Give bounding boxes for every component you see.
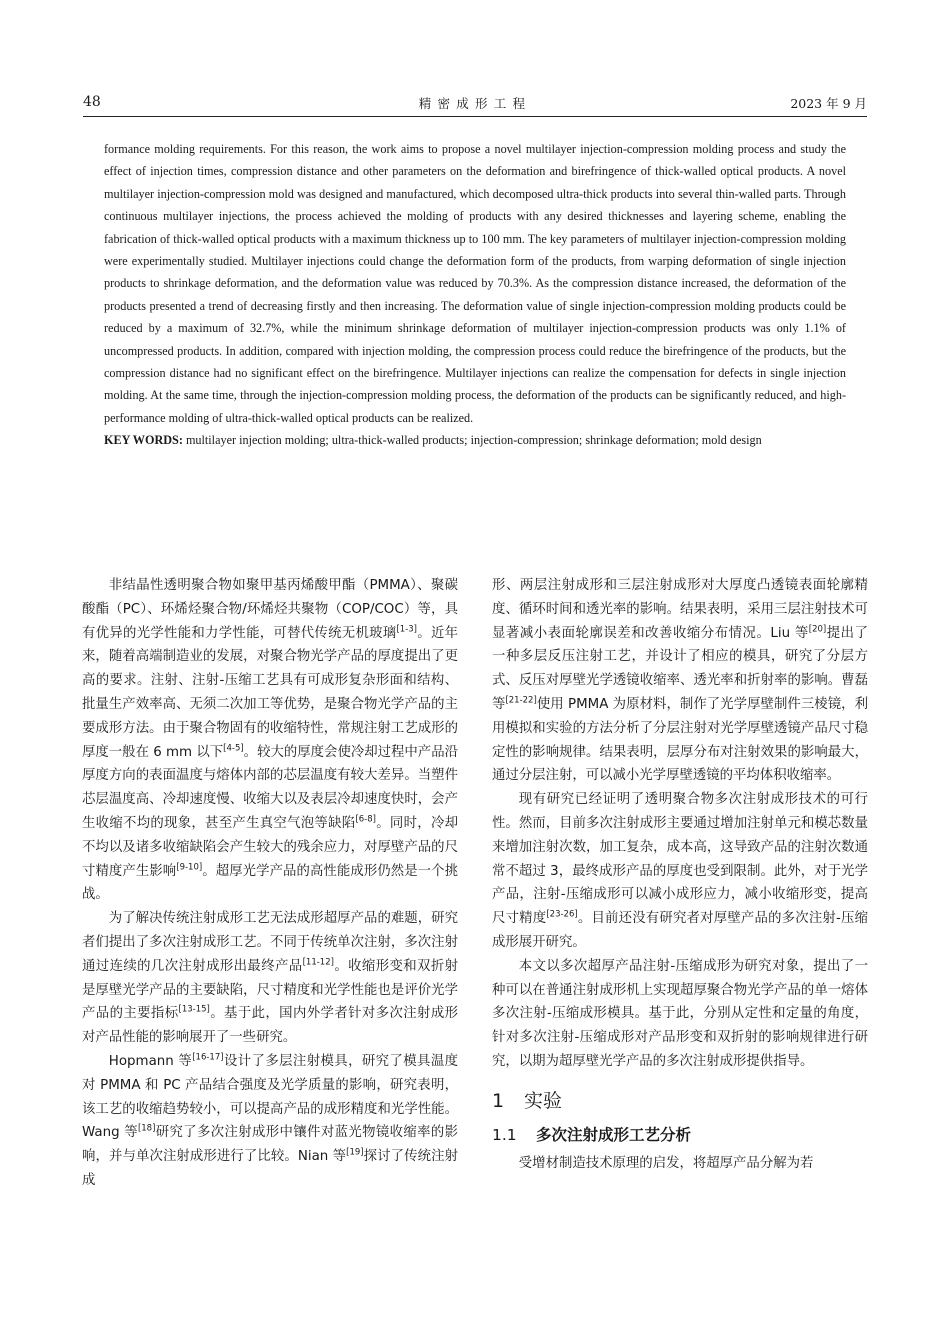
citation: [18] xyxy=(137,1123,156,1134)
section-number: 1 xyxy=(492,1089,505,1112)
abstract-text: formance molding requirements. For this reason, the work aims to propose a novel multilayer injection-compression molding process and study the effect of injection times, compression distance and other parameters on the deformation and birefringence of thick-walled optical products. A novel multilayer injection-compression mold was designed and manufactured, which decomposed ultra-thick products into several thin-walled parts. Through continuous multilayer injections, the process achieved the molding of products with any desired thicknesses and layering scheme, enabling the fabrication of thick-walled optical products with a maximum thickness up to 100 mm. The key parameters of multilayer injection-compression molding were experimentally studied. Multilayer injections could change the deformation form of the products, from warping deformation of single injection products to shrinkage deformation, and the deformation value was reduced by 70.3%. As the compression distance increased, the deformation of the products presented a trend of decreasing firstly and then increasing. The deformation value of single injection-compression molding products could be reduced by a maximum of 32.7%, while the minimum shrinkage deformation of multilayer injection-compression products was only 1.1% of uncompressed products. In addition, compared with injection molding, the compression process could reduce the birefringence of the products, but the compression distance had no significant effect on the birefringence. Multilayer injections can realize the compensation for defects in single injection molding. At the same time, through the injection-compression molding process, the deformation of the products can be significantly reduced, and high-performance molding of ultra-thick-walled optical products can be realized. xyxy=(104,142,846,425)
journal-name: 精密成形工程 xyxy=(418,96,532,111)
citation: [13-15] xyxy=(178,1004,210,1015)
citation: [23-26] xyxy=(546,909,578,920)
paragraph: 受增材制造技术原理的启发，将超厚产品分解为若 xyxy=(518,1155,814,1171)
keywords xyxy=(104,429,846,451)
subsection-number: 1.1 xyxy=(492,1125,517,1144)
paragraph: 本文以多次超厚产品注射-压缩成形为研究对象，提出了一种可以在普通注射成形机上实现超厚聚合物光学产品的单一熔体多次注射-压缩成形模具。基于此，分别从定性和定量的角度，针对多次注射-压缩成形对产品形变和双折射的影响规律进行研究，以期为超厚壁光学产品的多次注射成形提供指导。 xyxy=(492,958,868,1069)
citation: [4-5] xyxy=(223,743,244,754)
paragraph: Hopmann 等[16-17]设计了多层注射模具，研究了模具温度对 PMMA 和 PC 产品结合强度及光学质量的影响，研究表明，该工艺的收缩趋势较小，可以提高产品的成形精度和光学性能。Wang 等[18]研究了多次注射成形中镶件对蓝光物镜收缩率的影响，并与单次注射成形进行了比较。Nian 等[19]探讨了传统注射成 xyxy=(82,1052,459,1188)
page-header xyxy=(83,92,867,117)
paragraph: 形、两层注射成形和三层注射成形对大厚度凸透镜表面轮廓精度、循环时间和透光率的影响。结果表明，采用三层注射技术可显著减小表面轮廓误差和改善收缩分布情况。Liu 等[20]提出了一种多层反压注射工艺，并设计了相应的模具，研究了分层方式、反压对厚壁光学透镜收缩率、透光率和折射率的影响。曹磊等[21-22]使用 PMMA 为原材料，制作了光学厚壁制件三棱镜，利用模拟和实验的方法分析了分层注射对光学厚壁透镜产品尺寸稳定性的影响规律。结果表明，层厚分布对注射效果的影响最大，通过分层注射，可以减小光学厚壁透镜的平均体积收缩率。 xyxy=(492,578,869,784)
issue-date: 2023 年 9 月 xyxy=(790,96,867,111)
left-column xyxy=(82,574,458,1193)
english-abstract xyxy=(104,138,846,452)
section-title: 实验 xyxy=(524,1089,563,1112)
paragraph: 现有研究已经证明了透明聚合物多次注射成形技术的可行性。然而，目前多次注射成形主要通过增加注射单元和模芯数量来增加注射次数，加工复杂，成本高，这导致产品的注射次数通常不超过 3，最终成形产品的厚度也受到限制。此外，对于光学产品，注射-压缩成形可以减小成形应力，减小收缩形变，提高尺寸精度[23-26]。目前还没有研究者对厚壁产品的多次注射-压缩成形展开研究。 xyxy=(492,792,868,950)
citation: [21-22] xyxy=(505,695,537,706)
citation: [6-8] xyxy=(355,814,376,825)
citation: [1-3] xyxy=(396,624,417,635)
citation: [19] xyxy=(346,1147,364,1158)
citation: [11-12] xyxy=(302,957,334,968)
paragraph: 为了解决传统注射成形工艺无法成形超厚产品的难题，研究者们提出了多次注射成形工艺。不同于传统单次注射，多次注射通过连续的几次注射成形出最终产品[11-12]。收缩形变和双折射是厚壁光学产品的主要缺陷，尺寸精度和光学性能也是评价光学产品的主要指标[13-15]。基于此，国内外学者针对多次注射成形对产品性能的影响展开了一些研究。 xyxy=(82,911,459,1046)
citation: [20] xyxy=(808,624,827,635)
right-column xyxy=(492,574,868,1176)
paragraph: 非结晶性透明聚合物如聚甲基丙烯酸甲酯（PMMA）、聚碳酸酯（PC）、环烯烃聚合物/环烯烃共聚物（COP/COC）等，具有优异的光学性能和力学性能，可替代传统无机玻璃[1-3]。近年来，随着高端制造业的发展，对聚合物光学产品的厚度提出了更高的要求。注射、注射-压缩工艺具有可成形复杂形面和结构、批量生产效率高、无须二次加工等优势，是聚合物光学产品的主要成形方法。由于聚合物固有的收缩特性，常规注射工艺成形的厚度一般在 6 mm 以下[4-5]。较大的厚度会使冷却过程中产品沿厚度方向的表面温度与熔体内部的芯层温度有较大差异。当塑件芯层温度高、冷却速度慢、收缩大以及表层冷却速度快时，会产生收缩不均的现象，甚至产生真空气泡等缺陷[6-8]。同时，冷却不均以及诸多收缩缺陷会产生较大的残余应力，对厚壁产品的尺寸精度产生影响[9-10]。超厚光学产品的高性能成形仍然是一个挑战。 xyxy=(82,578,459,903)
keywords-text: multilayer injection molding; ultra-thick-walled products; injection-compression; shrinkage deformation; mold design xyxy=(182,433,762,448)
section-heading xyxy=(492,1086,868,1116)
subsection-heading xyxy=(492,1122,868,1148)
page-number: 48 xyxy=(83,94,101,110)
subsection-title: 多次注射成形工艺分析 xyxy=(536,1125,692,1144)
citation: [16-17] xyxy=(192,1052,224,1063)
citation: [9-10] xyxy=(176,862,203,873)
keywords-label: KEY WORDS: xyxy=(104,433,183,448)
